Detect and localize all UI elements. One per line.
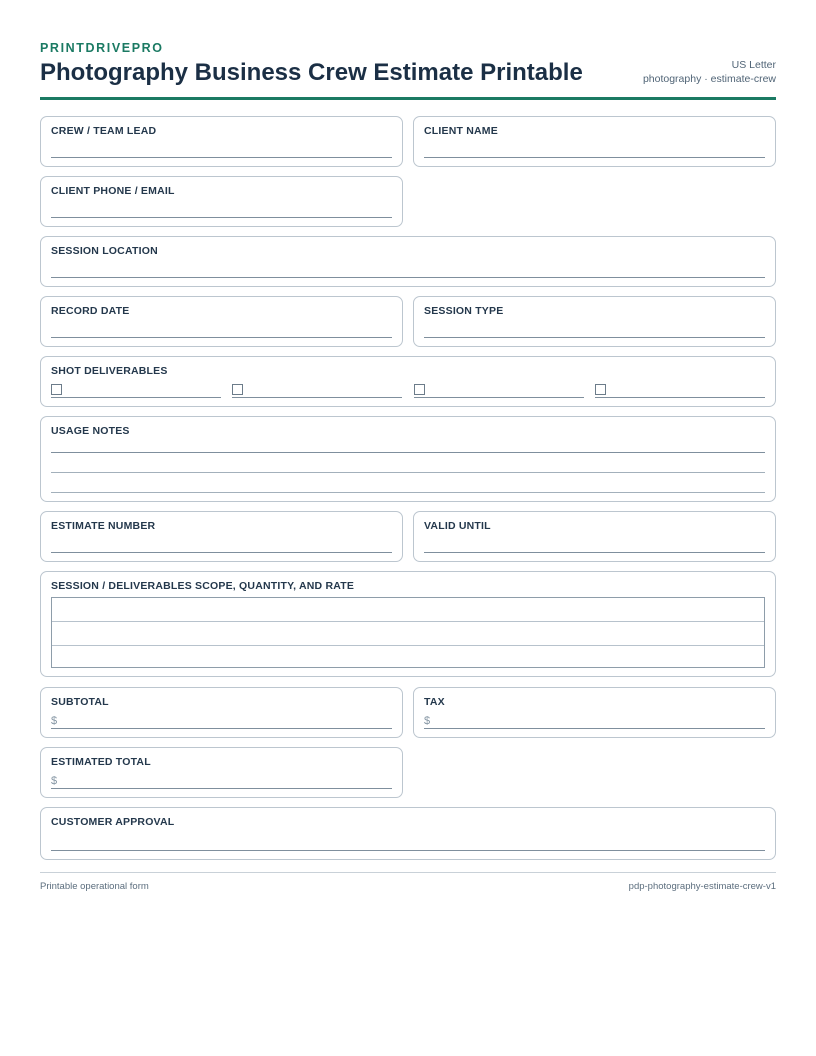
paper-size: US Letter	[731, 59, 776, 71]
client-contact-field[interactable]	[40, 176, 403, 227]
field-label: ESTIMATED TOTAL	[51, 756, 151, 768]
customer-approval-field[interactable]	[40, 807, 776, 860]
field-label: TAX	[424, 696, 445, 708]
record-date-field[interactable]	[40, 296, 403, 347]
write-line[interactable]	[51, 552, 392, 553]
field-label: SUBTOTAL	[51, 696, 109, 708]
checkbox[interactable]	[595, 384, 606, 395]
write-line[interactable]	[51, 217, 392, 218]
checkbox-line[interactable]	[51, 397, 221, 398]
field-label: CREW / TEAM LEAD	[51, 125, 157, 137]
document-meta	[643, 59, 776, 86]
write-line[interactable]	[51, 472, 765, 473]
field-label: CLIENT PHONE / EMAIL	[51, 185, 175, 197]
write-line[interactable]	[424, 552, 765, 553]
checkbox-line[interactable]	[595, 397, 765, 398]
write-line[interactable]	[51, 728, 392, 729]
field-label: CLIENT NAME	[424, 125, 498, 137]
field-label: VALID UNTIL	[424, 520, 491, 532]
form-id: pdp-photography-estimate-crew-v1	[628, 881, 776, 892]
write-line[interactable]	[51, 157, 392, 158]
brand-name: PRINTDRIVEPRO	[40, 41, 164, 55]
tax-field[interactable]	[413, 687, 776, 738]
field-label: SESSION TYPE	[424, 305, 504, 317]
valid-until-field[interactable]	[413, 511, 776, 562]
footer-note: Printable operational form	[40, 881, 149, 892]
crew-lead-field[interactable]	[40, 116, 403, 167]
field-label: ESTIMATE NUMBER	[51, 520, 156, 532]
document-tags: photography · estimate-crew	[642, 72, 776, 85]
field-label: CUSTOMER APPROVAL	[51, 816, 175, 828]
shot-deliverables-field	[40, 356, 776, 407]
write-line[interactable]	[424, 337, 765, 338]
write-line[interactable]	[51, 337, 392, 338]
table-row-divider	[52, 645, 764, 646]
header-rule	[40, 97, 776, 100]
page-title: Photography Business Crew Estimate Printable	[40, 59, 583, 86]
currency-symbol: $	[51, 775, 58, 787]
checkbox-line[interactable]	[232, 397, 402, 398]
write-line[interactable]	[51, 492, 765, 493]
currency-symbol: $	[51, 715, 58, 727]
field-label: SESSION / DELIVERABLES SCOPE, QUANTITY, AND RATE	[51, 580, 355, 592]
estimate-number-field[interactable]	[40, 511, 403, 562]
estimated-total-field[interactable]	[40, 747, 403, 798]
checkbox[interactable]	[51, 384, 62, 395]
field-label: SHOT DELIVERABLES	[51, 365, 168, 377]
scope-table-field	[40, 571, 776, 677]
session-type-field[interactable]	[413, 296, 776, 347]
table-row-divider	[52, 621, 764, 622]
session-location-field[interactable]	[40, 236, 776, 287]
write-line[interactable]	[424, 728, 765, 729]
usage-notes-field[interactable]	[40, 416, 776, 502]
signature-line[interactable]	[51, 850, 765, 851]
subtotal-field[interactable]	[40, 687, 403, 738]
field-label: SESSION LOCATION	[51, 245, 158, 257]
client-name-field[interactable]	[413, 116, 776, 167]
checkbox[interactable]	[232, 384, 243, 395]
checkbox-line[interactable]	[414, 397, 584, 398]
scope-table[interactable]	[51, 597, 765, 668]
write-line[interactable]	[51, 788, 392, 789]
footer-rule	[40, 872, 776, 873]
field-label: USAGE NOTES	[51, 425, 130, 437]
write-line[interactable]	[51, 452, 765, 453]
field-label: RECORD DATE	[51, 305, 130, 317]
checkbox[interactable]	[414, 384, 425, 395]
write-line[interactable]	[51, 277, 765, 278]
currency-symbol: $	[424, 715, 431, 727]
write-line[interactable]	[424, 157, 765, 158]
